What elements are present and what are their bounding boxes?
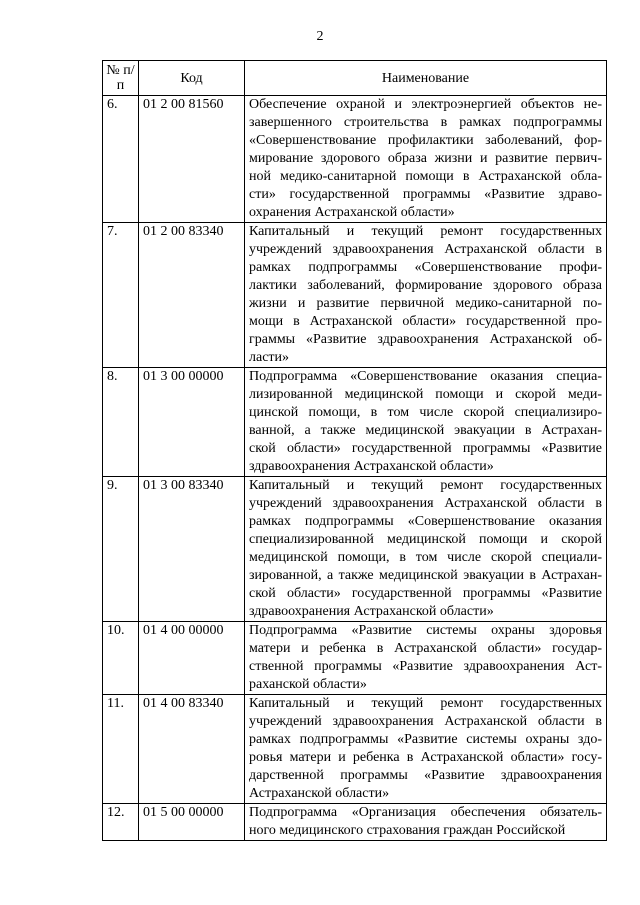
row-code: 01 4 00 83340 (139, 695, 245, 804)
row-name-line: «Совершенствование профилактики заболеваний, фор- (249, 133, 602, 148)
row-number: 7. (103, 223, 139, 368)
table-row (103, 804, 607, 841)
page-number: 2 (316, 29, 324, 44)
row-name-line: учреждений здравоохранения Астраханской области в (249, 242, 602, 257)
row-name-line: мощи в Астраханской области» государственной про- (249, 314, 602, 329)
row-name-line: здравоохранения Астраханской области» (249, 604, 494, 619)
row-code: 01 5 00 00000 (139, 804, 245, 841)
header-code: Код (139, 61, 245, 96)
row-name-line: ванной, а также медицинской эвакуации в Астрахан- (249, 423, 602, 438)
row-name (245, 622, 607, 695)
row-name-line: ласти» (249, 350, 290, 365)
row-name-line: лактики заболеваний, формирование здорового образа (249, 278, 602, 293)
row-name-line: цинской помощи, в том числе скорой специализиро- (249, 405, 602, 420)
row-number: 12. (103, 804, 139, 841)
row-name-line: ровья матери и ребенка в Астраханской области» госу- (249, 750, 602, 765)
row-name-line: рамках подпрограммы «Совершенствование оказания (249, 514, 602, 529)
row-name-line: Обеспечение охраной и электроэнергией объектов не- (249, 97, 602, 112)
row-name-line: медицинской помощи, в том числе скорой специали- (249, 550, 602, 565)
row-name-line: учреждений здравоохранения Астраханской области в (249, 496, 602, 511)
row-code: 01 4 00 00000 (139, 622, 245, 695)
table-row (103, 622, 607, 695)
row-name (245, 804, 607, 841)
table-header-row (103, 61, 607, 96)
row-name-line: ного медицинского страхования граждан Российской (249, 823, 566, 838)
row-name-line: ственной программы «Развитие здравоохранения Аст- (249, 659, 602, 674)
row-name-line: лизированной медицинской помощи и скорой меди- (249, 387, 602, 402)
row-name-line: мирование здорового образа жизни и развитие первич- (249, 151, 602, 166)
row-name-line: рамках подпрограммы «Развитие системы охраны здо- (249, 732, 602, 747)
row-name-line: специализированной медицинской помощи и скорой (249, 532, 602, 547)
table-row (103, 477, 607, 622)
row-name-line: рамках подпрограммы «Совершенствование профи- (249, 260, 602, 275)
row-name-line: Подпрограмма «Совершенствование оказания специа- (249, 369, 602, 384)
row-name-line: жизни и развитие первичной медико-санитарной по- (249, 296, 602, 311)
row-name-line: зированной, а также медицинской эвакуации в Астрахан- (249, 568, 602, 583)
row-number: 10. (103, 622, 139, 695)
row-name-line: Подпрограмма «Организация обеспечения обязатель- (249, 805, 602, 820)
row-number: 11. (103, 695, 139, 804)
row-name-line: граммы «Развитие здравоохранения Астраханской об- (249, 332, 602, 347)
table-row (103, 368, 607, 477)
header-num: № п/п (103, 61, 139, 96)
row-name-line: Подпрограмма «Развитие системы охраны здоровья (249, 623, 602, 638)
row-name-line: Капитальный и текущий ремонт государственных (249, 478, 602, 493)
row-number: 9. (103, 477, 139, 622)
row-name-line: матери и ребенка в Астраханской области» государ- (249, 641, 602, 656)
row-name (245, 477, 607, 622)
row-code: 01 3 00 83340 (139, 477, 245, 622)
table-row (103, 695, 607, 804)
row-name-line: ской области» государственной программы «Развитие (249, 441, 602, 456)
row-name-line: сти» государственной программы «Развитие здраво- (249, 187, 602, 202)
row-name-line: завершенного строительства в рамках подпрограммы (249, 115, 602, 130)
row-code: 01 3 00 00000 (139, 368, 245, 477)
row-number: 6. (103, 96, 139, 223)
row-name (245, 96, 607, 223)
row-name-line: Астраханской области» (249, 786, 390, 801)
budget-code-table (102, 60, 607, 841)
row-name (245, 223, 607, 368)
row-name (245, 695, 607, 804)
row-name-line: здравоохранения Астраханской области» (249, 459, 494, 474)
table-body (103, 96, 607, 841)
row-name-line: раханской области» (249, 677, 367, 692)
row-name-line: ской области» государственной программы «Развитие (249, 586, 602, 601)
header-name: Наименование (245, 61, 607, 96)
row-name-line: учреждений здравоохранения Астраханской области в (249, 714, 602, 729)
row-name-line: ной медико-санитарной помощи в Астраханской обла- (249, 169, 602, 184)
row-code: 01 2 00 83340 (139, 223, 245, 368)
row-name-line: Капитальный и текущий ремонт государственных (249, 224, 602, 239)
row-name (245, 368, 607, 477)
row-name-line: охранения Астраханской области» (249, 205, 455, 220)
row-name-line: Капитальный и текущий ремонт государственных (249, 696, 602, 711)
row-number: 8. (103, 368, 139, 477)
table-row (103, 223, 607, 368)
table-row (103, 96, 607, 223)
row-code: 01 2 00 81560 (139, 96, 245, 223)
row-name-line: дарственной программы «Развитие здравоохранения (249, 768, 602, 783)
